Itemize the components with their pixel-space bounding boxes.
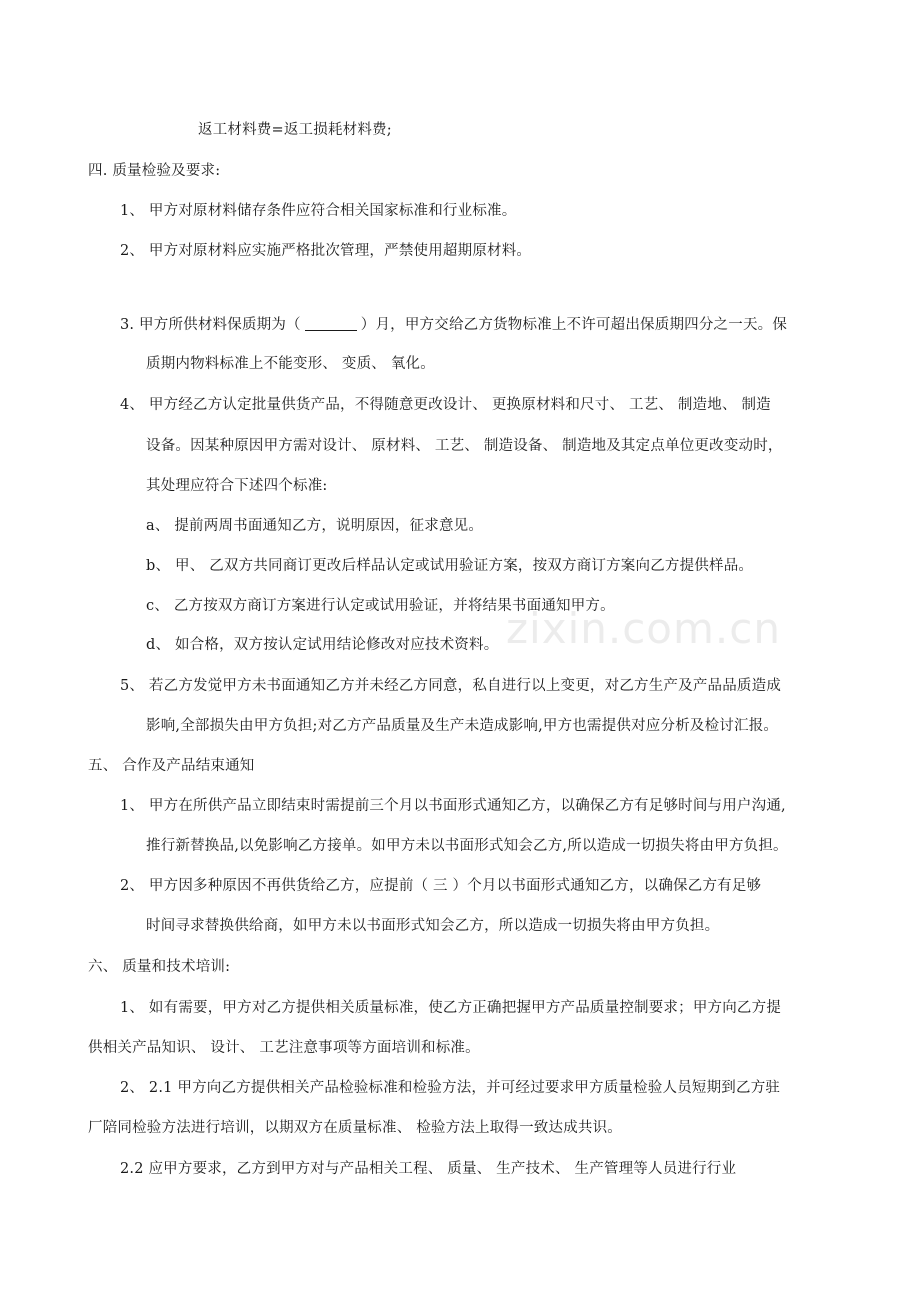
section-heading-cooperation: 五、 合作及产品结束通知	[88, 758, 255, 774]
clause-6-2-2: 2.2 应甲方要求，乙方到甲方对与产品相关工程、 质量、 生产技术、 生产管理等人员进行行业	[120, 1161, 737, 1177]
clause-5-2: 2、 甲方因多种原因不再供货给乙方，应提前（ 三 ）个月以书面形式通知乙方，以确保乙方有足够	[120, 878, 762, 894]
clause-4-5: 5、 若乙方发觉甲方未书面通知乙方并未经乙方同意，私自进行以上变更，对乙方生产及产品品质造成	[120, 678, 782, 694]
clause-4-4: 4、 甲方经乙方认定批量供货产品，不得随意更改设计、 更换原材料和尺寸、 工艺、 制造地、 制造	[120, 397, 771, 413]
clause-4-3-cont: 质期内物料标准上不能变形、 变质、 氧化。	[146, 356, 435, 372]
clause-4-4-cont1: 设备。因某种原因甲方需对设计、 原材料、 工艺、 制造设备、 制造地及其定点单位更改变动时，	[146, 438, 783, 454]
section-heading-quality: 四. 质量检验及要求:	[88, 163, 221, 179]
clause-4-4-cont2: 其处理应符合下述四个标准:	[146, 478, 328, 494]
item-d: d、 如合格，双方按认定试用结论修改对应技术资料。	[146, 637, 499, 653]
clause-5-1-cont: 推行新替换品,以免影响乙方接单。如甲方未以书面形式知会乙方,所以造成一切损失将由甲方负担。	[146, 838, 788, 854]
clause-6-2-cont: 厂陪同检验方法进行培训，以期双方在质量标准、 检验方法上取得一致达成共识。	[88, 1120, 623, 1136]
watermark: zixin.com.cn	[506, 604, 781, 653]
shelf-life-blank	[305, 316, 357, 331]
item-c: c、 乙方按双方商订方案进行认定或试用验证，并将结果书面通知甲方。	[146, 598, 615, 614]
section-heading-training: 六、 质量和技术培训:	[88, 959, 231, 975]
clause-4-3	[120, 315, 787, 335]
text-line-formula: 返工材料费=返工损耗材料费;	[198, 122, 392, 138]
clause-4-3-part1: 3. 甲方所供材料保质期为（	[120, 317, 301, 333]
clause-4-3-part2: ）月，甲方交给乙方货物标准上不许可超出保质期四分之一天。保	[360, 317, 788, 333]
clause-4-2: 2、 甲方对原材料应实施严格批次管理，严禁使用超期原材料。	[120, 243, 532, 259]
clause-6-2: 2、 2.1 甲方向乙方提供相关产品检验标准和检验方法，并可经过要求甲方质量检验人员短期到乙方驻	[120, 1080, 781, 1096]
clause-5-1: 1、 甲方在所供产品立即结束时需提前三个月以书面形式通知乙方，以确保乙方有足够时间与用户沟通,	[120, 798, 786, 814]
clause-4-5-cont: 影响,全部损失由甲方负担;对乙方产品质量及生产未造成影响,甲方也需提供对应分析及检讨汇报。	[146, 718, 779, 734]
item-a: a、 提前两周书面通知乙方，说明原因，征求意见。	[146, 518, 484, 534]
clause-5-2-cont: 时间寻求替换供给商，如甲方未以书面形式知会乙方，所以造成一切损失将由甲方负担。	[146, 918, 720, 934]
clause-6-1: 1、 如有需要，甲方对乙方提供相关质量标准，使乙方正确把握甲方产品质量控制要求；甲方向乙方提	[120, 1000, 782, 1016]
item-b: b、 甲、 乙双方共同商订更改后样品认定或试用验证方案，按双方商订方案向乙方提供样品。	[146, 558, 754, 574]
clause-4-1: 1、 甲方对原材料储存条件应符合相关国家标准和行业标准。	[120, 203, 517, 219]
clause-6-1-cont: 供相关产品知识、 设计、 工艺注意事项等方面培训和标准。	[88, 1040, 480, 1056]
